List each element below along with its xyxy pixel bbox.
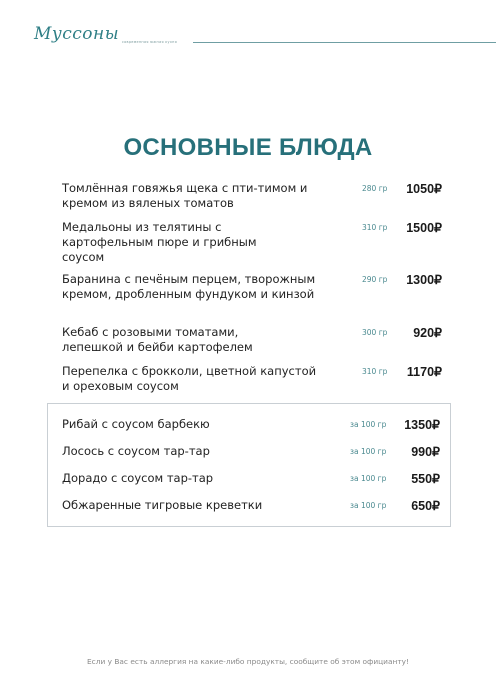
dish-name: Медальоны из телятины с картофельным пюре и грибным соусом bbox=[62, 220, 257, 264]
menu-item bbox=[62, 417, 440, 435]
dish-price: 650₽ bbox=[411, 499, 440, 513]
menu-item bbox=[62, 471, 440, 489]
dish-weight: 290 гр bbox=[362, 275, 388, 284]
menu-item bbox=[62, 444, 440, 462]
dish-price: 990₽ bbox=[411, 445, 440, 459]
dish-weight: за 100 гр bbox=[350, 420, 387, 429]
dish-name: Обжаренные тигровые креветки bbox=[62, 498, 263, 512]
header bbox=[0, 24, 496, 54]
dish-name: Кебаб с розовыми томатами, лепешкой и бейби картофелем bbox=[62, 325, 253, 354]
dish-name: Рибай с соусом барбекю bbox=[62, 417, 210, 431]
dish-name: Томлённая говяжья щека с пти-тимом и кремом из вяленых томатов bbox=[62, 181, 308, 210]
dish-weight: 310 гр bbox=[362, 367, 388, 376]
dish-price: 1500₽ bbox=[406, 221, 442, 235]
allergy-notice: Если у Вас есть аллергия на какие-либо продукты, сообщите об этом официанту! bbox=[87, 657, 409, 666]
page-title: ОСНОВНЫЕ БЛЮДА bbox=[123, 134, 373, 161]
dish-price: 550₽ bbox=[411, 472, 440, 486]
dish-name: Дорадо с соусом тар-тар bbox=[62, 471, 214, 485]
dish-weight: за 100 гр bbox=[350, 501, 387, 510]
tagline: современная южная кухня bbox=[122, 40, 177, 44]
dish-price: 1170₽ bbox=[406, 365, 442, 379]
dish-weight: 310 гр bbox=[362, 223, 388, 232]
dish-price: 1350₽ bbox=[404, 418, 440, 432]
menu-item bbox=[62, 498, 440, 516]
dish-weight: 280 гр bbox=[362, 184, 388, 193]
dish-name: Лосось с соусом тар-тар bbox=[62, 444, 210, 458]
dish-price: 1050₽ bbox=[406, 182, 442, 196]
dish-name: Баранина с печёным перцем, творожным кремом, дробленным фундуком и кинзой bbox=[62, 272, 316, 301]
dish-name: Перепелка с брокколи, цветной капустой и ореховым соусом bbox=[62, 364, 317, 393]
header-divider bbox=[193, 42, 496, 43]
logo: Муссоны bbox=[34, 24, 120, 44]
dish-weight: 300 гр bbox=[362, 328, 388, 337]
dish-price: 920₽ bbox=[413, 326, 442, 340]
dish-price: 1300₽ bbox=[406, 273, 442, 287]
dish-weight: за 100 гр bbox=[350, 474, 387, 483]
dish-weight: за 100 гр bbox=[350, 447, 387, 456]
